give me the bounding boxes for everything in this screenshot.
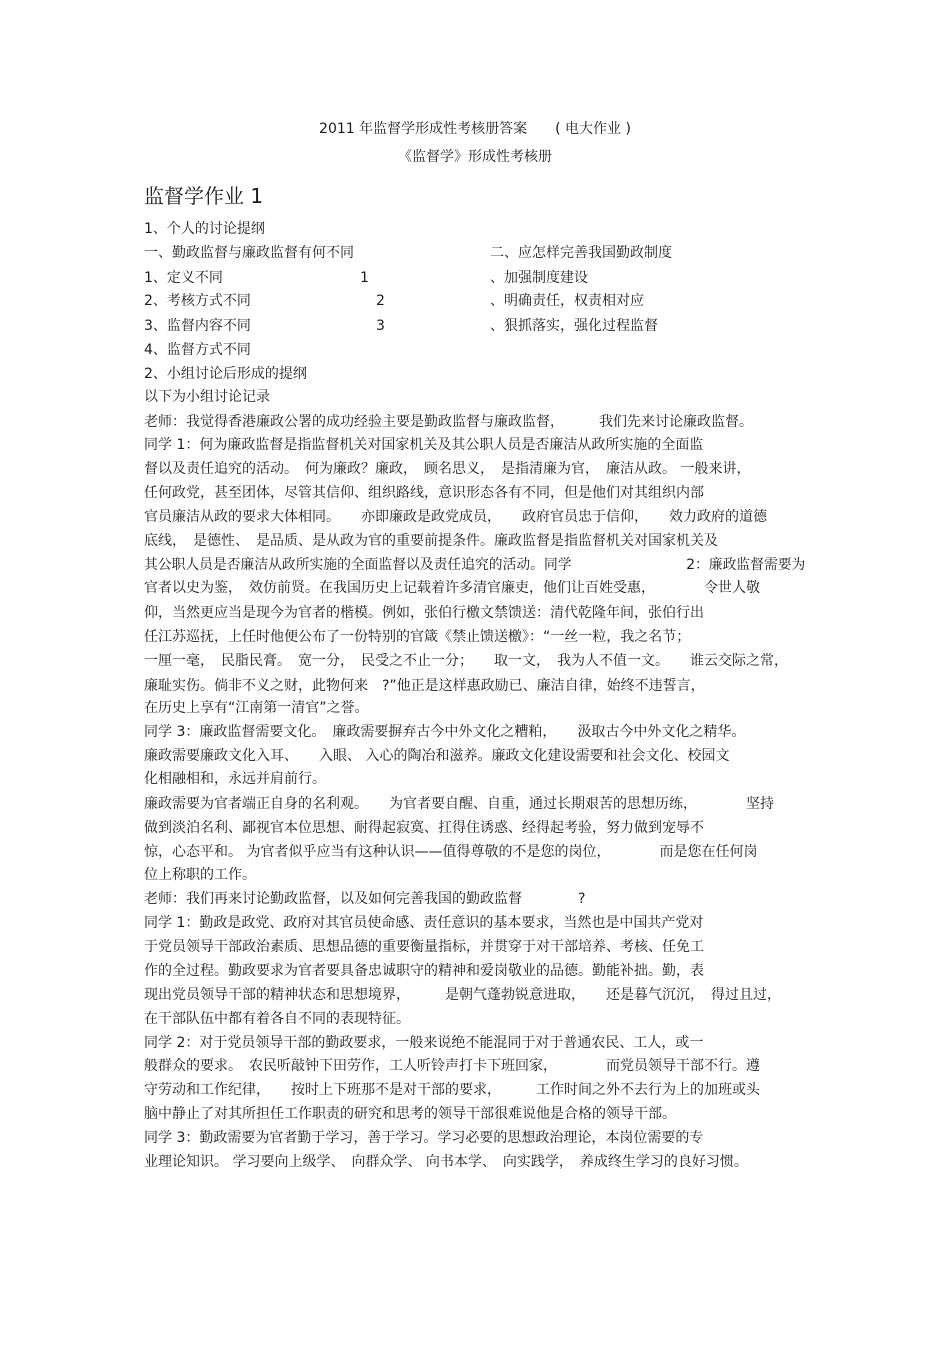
body-line: 在历史上享有“江南第一清官”之誉。	[144, 700, 369, 716]
outline-right-item: 、加强制度建设	[490, 270, 588, 286]
body-line: 位上称职的工作。	[144, 867, 256, 883]
body-line: 业理论知识。 学习要向上级学、 向群众学、 向书本学、 向实践学， 养成终生学习的良好习惯。	[144, 1154, 748, 1170]
body-line: 廉政需要廉政文化入耳、 入眼、 入心的陶冶和滋养。廉政文化建设需要和社会文化、校园文	[144, 748, 730, 764]
body-line: 任何政党，甚至团体，尽管其信仰、组织路线，意识形态各有不同，但是他们对其组织内部	[144, 485, 704, 501]
outline-right-item: 、狠抓落实，强化过程监督	[490, 318, 658, 334]
body-line: 同学 2：对于党员领导干部的勤政要求，一般来说绝不能混同于对于普通农民、工人，或一	[144, 1035, 704, 1051]
body-line: 官者以史为鉴， 效仿前贤。在我国历史上记载着许多清官廉吏，他们让百姓受惠， 令世人敬	[144, 580, 760, 596]
body-line: 仰，当然更应当是现今为官者的楷模。例如，张伯行檄文禁馈送：清代乾隆年间，张伯行出	[144, 605, 704, 621]
outline-right-header: 二、应怎样完善我国勤政制度	[490, 245, 672, 261]
outline-left-header: 一、勤政监督与廉政监督有何不同	[144, 245, 354, 261]
body-line: 化相融相和，永远并肩前行。	[144, 771, 326, 787]
document-title: 2011 年监督学形成性考核册答案 ( 电大作业 )	[319, 121, 631, 137]
body-line: 做到淡泊名利、鄙视官本位思想、耐得起寂寞、扛得住诱惑、经得起考验，努力做到宠辱不	[144, 820, 704, 836]
outline-left-item: 3、监督内容不同	[144, 318, 251, 334]
body-line: 般群众的要求。 农民听敲钟下田劳作，工人听铃声打卡下班回家， 而党员领导干部不行。遵	[144, 1058, 760, 1074]
body-line: 老师：我觉得香港廉政公署的成功经验主要是勤政监督与廉政监督， 我们先来讨论廉政监督。	[144, 414, 753, 430]
body-line: 作的全过程。勤政要求为官者要具备忠诚职守的精神和爱岗敬业的品德。勤能补拙。勤，表	[144, 963, 704, 979]
body-line: 惊，心态平和。 为官者似乎应当有这种认识——值得尊敬的不是您的岗位， 而是您在任何岗	[144, 844, 758, 860]
body-line: 同学 3：廉政监督需要文化。 廉政需要摒弃古今中外文化之糟粕， 汲取古今中外文化之精华。	[144, 724, 746, 740]
body-line: 老师：我们再来讨论勤政监督，以及如何完善我国的勤政监督 ?	[144, 891, 586, 907]
body-line: 同学 1：勤政是政党、政府对其官员使命感、责任意识的基本要求，当然也是中国共产党对	[144, 915, 704, 931]
body-line: 督以及责任追究的活动。 何为廉政？廉政， 顾名思义， 是指清廉为官， 廉洁从政。 一般来讲，	[144, 461, 751, 477]
body-line: 其公职人员是否廉洁从政所实施的全面监督以及责任追究的活动。同学 2：廉政监督需要为	[144, 557, 806, 573]
body-line: 廉耻实伤。倘非不义之财，此物何来 ?”他正是这样惠政励已、廉洁自律，始终不违誓言，	[144, 678, 705, 694]
body-line: 官员廉洁从政的要求大体相同。 亦即廉政是政党成员， 政府官员忠于信仰， 效力政府的道德	[144, 509, 767, 525]
document-subtitle: 《监督学》形成性考核册	[398, 149, 552, 165]
outline-left-item: 2、考核方式不同	[144, 293, 251, 309]
body-line: 守劳动和工作纪律， 按时上下班那不是对干部的要求， 工作时间之外不去行为上的加班或头	[144, 1082, 760, 1098]
body-line: 脑中静止了对其所担任工作职责的研究和思考的领导干部很难说他是合格的领导干部。	[144, 1106, 676, 1122]
outline-left-item: 4、监督方式不同	[144, 342, 251, 358]
outline-right-number: 2	[376, 293, 385, 309]
body-line: 于党员领导干部政治素质、思想品德的重要衡量指标，并贯穿于对干部培养、考核、任免工	[144, 939, 704, 955]
outline-section-title: 1、个人的讨论提纲	[144, 221, 265, 237]
body-line: 一厘一毫， 民脂民膏。 宽一分， 民受之不止一分； 取一文， 我为人不值一文。 谁云交际之常，	[144, 653, 788, 669]
body-line: 廉政需要为官者端正自身的名利观。 为官者要自醒、自重，通过长期艰苦的思想历练， 坚持	[144, 796, 774, 812]
body-line: 现出党员领导干部的精神状态和思想境界， 是朝气蓬勃锐意进取， 还是暮气沉沉， 得过且过，	[144, 987, 781, 1003]
body-line: 同学 1：何为廉政监督是指监督机关对国家机关及其公职人员是否廉洁从政所实施的全面监	[144, 437, 704, 453]
outline-right-number: 1	[360, 270, 369, 286]
assignment-heading: 监督学作业 1	[144, 184, 264, 208]
outline-right-item: 、明确责任，权责相对应	[490, 293, 644, 309]
outline-right-number: 3	[376, 318, 385, 334]
outline-left-item: 1、定义不同	[144, 270, 223, 286]
body-line: 任江苏巡抚，上任时他便公布了一份特别的官箴《禁止馈送檄》：“一丝一粒，我之名节；	[144, 629, 691, 645]
body-line: 底线， 是德性、 是品质、是从政为官的重要前提条件。廉政监督是指监督机关对国家机关及	[144, 533, 718, 549]
body-line: 同学 3：勤政需要为官者勤于学习，善于学习。学习必要的思想政治理论，本岗位需要的专	[144, 1130, 704, 1146]
record-title: 以下为小组讨论记录	[144, 389, 270, 405]
body-line: 在干部队伍中都有着各自不同的表现特征。	[144, 1011, 410, 1027]
outline-section-title: 2、小组讨论后形成的提纲	[144, 366, 307, 382]
